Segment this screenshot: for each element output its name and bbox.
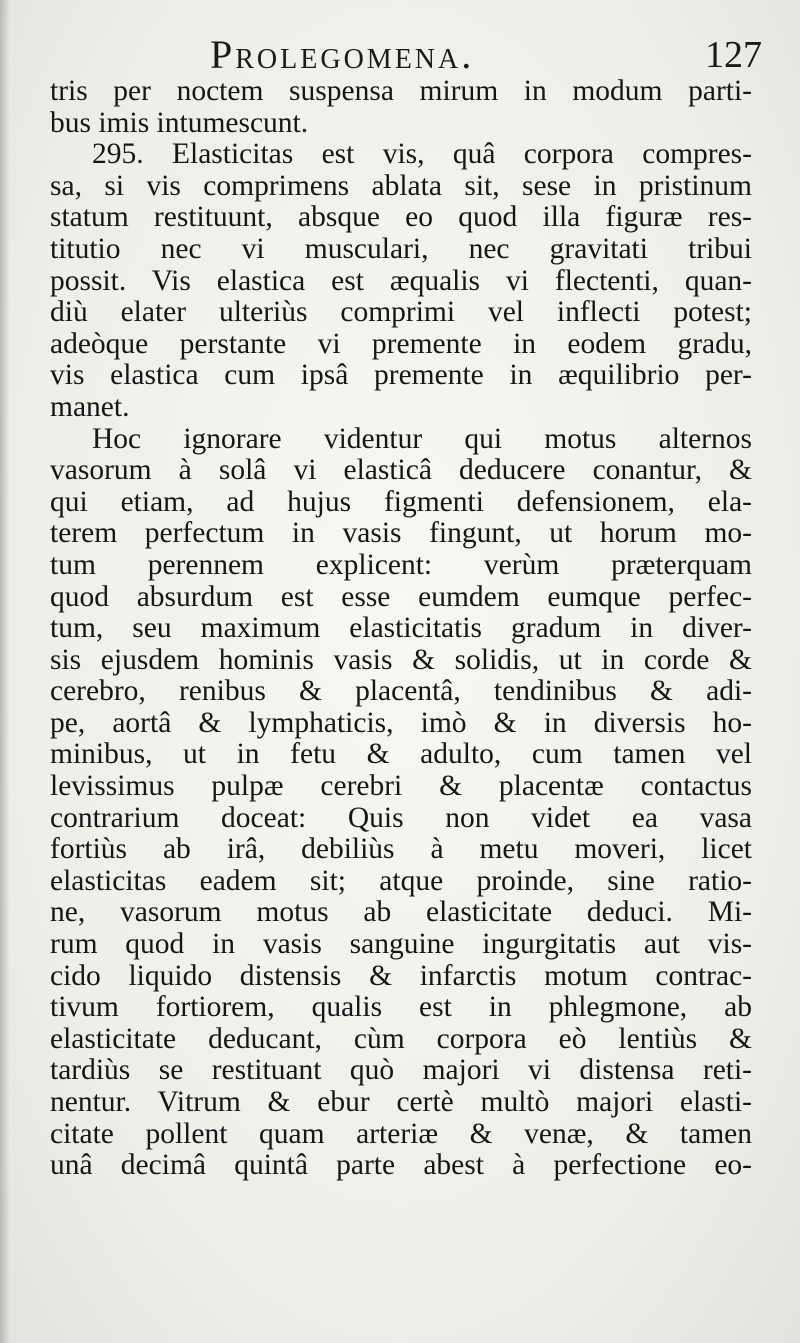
paragraph-295-start: 295. Elasticitas est vis, quâ corpora compres- — [92, 139, 752, 171]
text-line: levissimus pulpæ cerebri & placentæ contactus — [50, 771, 752, 803]
text-line: pe, aortâ & lymphaticis, imò & in diversis ho- — [50, 707, 752, 739]
text-line: tris per noctem suspensa mirum in modum parti- — [50, 76, 752, 107]
text-line: manet. — [50, 391, 130, 423]
text-line: elasticitate deducant, cùm corpora eò lentiùs & — [50, 1023, 752, 1055]
text-line: rum quod in vasis sanguine ingurgitatis aut vis- — [50, 929, 752, 961]
text-line: fortiùs ab irâ, debiliùs à metu moveri, licet — [50, 834, 752, 866]
page-number: 127 — [705, 34, 762, 76]
text-line: titutio nec vi musculari, nec gravitati tribui — [50, 233, 752, 265]
running-title: Prolegomena. — [210, 32, 475, 77]
text-line: minibus, ut in fetu & adulto, cum tamen vel — [50, 739, 752, 771]
page-edge-shadow — [0, 0, 10, 1343]
text-line: statum restituunt, absque eo quod illa figuræ res- — [50, 202, 752, 234]
text-line: elasticitas eadem sit; atque proinde, sine ratio- — [50, 865, 752, 897]
body-text — [50, 76, 752, 1182]
text-line: vasorum à solâ vi elasticâ deducere conantur, & — [50, 455, 752, 487]
text-line: adeòque perstante vi premente in eodem gradu, — [50, 328, 752, 360]
page-header — [50, 30, 762, 80]
text-line: tum perennem explicent: verùm præterquam — [50, 549, 752, 581]
text-line: citate pollent quam arteriæ & venæ, & tamen — [50, 1118, 752, 1150]
text-line: qui etiam, ad hujus figmenti defensionem, ela- — [50, 486, 752, 518]
text-line: contrarium doceat: Quis non videt ea vasa — [50, 802, 752, 834]
text-line: sa, si vis comprimens ablata sit, sese in pristinum — [50, 170, 752, 202]
text-line: terem perfectum in vasis fingunt, ut horum mo- — [50, 518, 752, 550]
text-line: diù elater ulteriùs comprimi vel inflecti potest; — [50, 297, 752, 329]
text-line: nentur. Vitrum & ebur certè multò majori elasti- — [50, 1087, 752, 1118]
text-line: cido liquido distensis & infarctis motum contrac- — [50, 960, 752, 992]
text-line: cerebro, renibus & placentâ, tendinibus & adi- — [50, 676, 752, 708]
text-line: tum, seu maximum elasticitatis gradum in diver- — [50, 613, 752, 645]
paragraph-hoc-start: Hoc ignorare videntur qui motus alternos — [92, 423, 752, 455]
text-line: unâ decimâ quintâ parte abest à perfectione eo- — [50, 1150, 752, 1182]
text-line: sis ejusdem hominis vasis & solidis, ut in corde & — [50, 644, 752, 676]
text-line: bus imis intumescunt. — [50, 107, 309, 139]
text-line: ne, vasorum motus ab elasticitate deduci. Mi- — [50, 897, 752, 929]
text-line: vis elastica cum ipsâ premente in æquilibrio per- — [50, 360, 752, 392]
text-line: tivum fortiorem, qualis est in phlegmone, ab — [50, 992, 752, 1024]
text-line: tardiùs se restituant quò majori vi distensa reti- — [50, 1055, 752, 1087]
text-line: quod absurdum est esse eumdem eumque perfec- — [50, 581, 752, 613]
text-line: possit. Vis elastica est æqualis vi flectenti, quan- — [50, 265, 752, 297]
